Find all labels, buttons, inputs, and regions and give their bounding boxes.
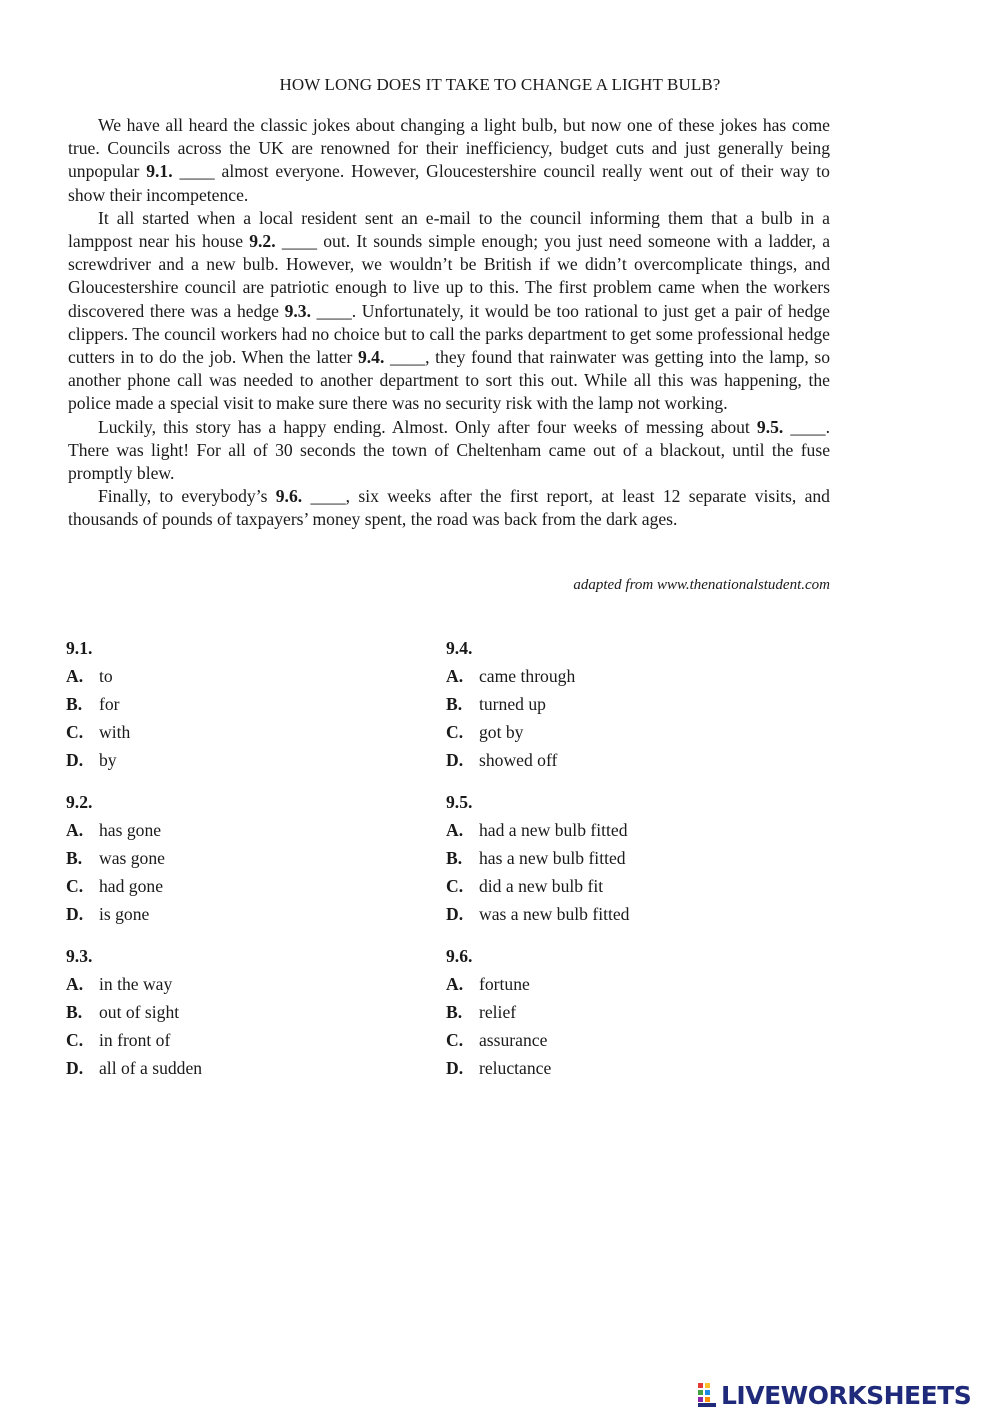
option-text: for — [99, 694, 120, 714]
option-letter: A. — [446, 820, 464, 840]
question-block — [66, 942, 426, 1082]
article-text-segment: Luckily, this story has a happy ending. Almost. Only after four weeks of messing about — [98, 416, 757, 437]
option-letter: B. — [66, 1002, 83, 1022]
article-paragraph — [68, 207, 830, 416]
article-paragraph — [68, 114, 830, 207]
option-letter: D. — [446, 1058, 464, 1078]
option-letter: C. — [66, 876, 84, 896]
answer-option[interactable] — [66, 844, 426, 872]
answer-option[interactable] — [66, 970, 426, 998]
option-text: has a new bulb fitted — [479, 848, 626, 868]
answer-option[interactable] — [446, 1026, 806, 1054]
question-block — [446, 788, 806, 928]
option-text: in front of — [99, 1030, 171, 1050]
option-letter: A. — [446, 666, 464, 686]
option-text: was gone — [99, 848, 165, 868]
option-letter: A. — [66, 974, 84, 994]
article-text-segment: Finally, to everybody’s — [98, 486, 276, 507]
option-text: showed off — [479, 750, 558, 770]
option-letter: D. — [446, 750, 464, 770]
answer-option[interactable] — [446, 746, 806, 774]
article-text-segment: ____, six weeks after the first report, at least 12 separate visits, and thousands of pounds of taxpayers’ money spent, the road was back from the dark ages. — [68, 486, 830, 530]
liveworksheets-logo-text: LIVEWORKSHEETS — [721, 1380, 972, 1410]
option-text: with — [99, 722, 131, 742]
gap-number: 9.2. — [249, 231, 276, 252]
answer-option[interactable] — [446, 844, 806, 872]
gap-number: 9.3. — [284, 300, 311, 321]
questions-right-column — [446, 634, 806, 1096]
option-letter: D. — [66, 1058, 84, 1078]
option-letter: B. — [446, 694, 463, 714]
option-text: turned up — [479, 694, 546, 714]
answer-option[interactable] — [66, 690, 426, 718]
answer-option[interactable] — [66, 872, 426, 900]
option-text: by — [99, 750, 117, 770]
option-letter: C. — [446, 722, 464, 742]
gap-number: 9.1. — [146, 161, 173, 182]
option-letter: C. — [66, 1030, 84, 1050]
option-text: has gone — [99, 820, 162, 840]
answer-option[interactable] — [66, 900, 426, 928]
option-text: all of a sudden — [99, 1058, 203, 1078]
answer-option[interactable] — [66, 1026, 426, 1054]
article-text-segment: We have all heard the classic jokes about changing a light bulb, but now one of these jokes has come true. Councils across the UK are renowned for their inefficiency, budget cuts and just generally being unpopular — [68, 115, 830, 182]
answer-option[interactable] — [66, 746, 426, 774]
liveworksheets-logo — [697, 1379, 971, 1411]
question-block — [446, 942, 806, 1082]
answer-option[interactable] — [66, 816, 426, 844]
article-text-segment: ____ almost everyone. However, Gloucestershire council really went out of their way to show their incompetence. — [68, 161, 830, 205]
article-text-segment: It all started when a local resident sent an e-mail to the council informing them that a bulb in a lamppost near his house — [68, 207, 830, 252]
option-text: in the way — [99, 974, 173, 994]
option-letter: D. — [66, 904, 84, 924]
question-block — [66, 634, 426, 774]
source-credit: adapted from www.thenationalstudent.com — [573, 577, 830, 593]
option-text: got by — [479, 722, 524, 742]
option-text: fortune — [479, 974, 530, 994]
answer-option[interactable] — [446, 662, 806, 690]
option-letter: B. — [446, 848, 463, 868]
option-letter: A. — [66, 666, 84, 686]
option-text: assurance — [479, 1030, 548, 1050]
option-text: reluctance — [479, 1058, 552, 1078]
option-letter: C. — [66, 722, 84, 742]
article-text-segment: ____ out. It sounds simple enough; you just need someone with a ladder, a screwdriver and a new bulb. However, we wouldn’t be British if we didn’t overcomplicate things, and Gloucestershire council are patriotic enough to live up to this. The first problem came when the workers discovered there was a hedge — [68, 231, 831, 321]
article-text-segment: ____. Unfortunately, it would be too rational to just get a pair of hedge clippers. The council workers had no choice but to call the parks department to get some professional hedge cutters in to do the job. When the latter — [68, 300, 830, 368]
answer-option[interactable] — [446, 1054, 806, 1082]
liveworksheets-logo-icon — [697, 1382, 719, 1408]
answer-option[interactable] — [66, 662, 426, 690]
article-paragraph — [68, 485, 830, 531]
answer-option[interactable] — [66, 718, 426, 746]
answer-option[interactable] — [66, 1054, 426, 1082]
option-text: had a new bulb fitted — [479, 820, 628, 840]
option-text: came through — [479, 666, 576, 686]
question-number: 9.6. — [446, 946, 473, 966]
option-letter: C. — [446, 1030, 464, 1050]
article-text — [68, 114, 830, 532]
question-number: 9.2. — [66, 792, 93, 812]
answer-option[interactable] — [446, 816, 806, 844]
worksheet-title: HOW LONG DOES IT TAKE TO CHANGE A LIGHT BULB? — [279, 75, 721, 94]
question-number: 9.1. — [66, 638, 93, 658]
option-text: out of sight — [99, 1002, 180, 1022]
answer-option[interactable] — [446, 998, 806, 1026]
option-letter: C. — [446, 876, 464, 896]
article-paragraph — [68, 416, 830, 486]
option-letter: B. — [66, 694, 83, 714]
option-letter: D. — [446, 904, 464, 924]
option-letter: A. — [446, 974, 464, 994]
question-number: 9.3. — [66, 946, 93, 966]
option-text: relief — [479, 1002, 517, 1022]
option-text: did a new bulb fit — [479, 876, 604, 896]
article-text-segment: ____. There was light! For all of 30 seconds the town of Cheltenham came out of a blackout, until the fuse promptly blew. — [68, 416, 830, 484]
answer-option[interactable] — [446, 970, 806, 998]
gap-number: 9.5. — [756, 416, 784, 437]
option-text: had gone — [99, 876, 164, 896]
option-text: is gone — [99, 904, 150, 924]
article-text-segment: ____, they found that rainwater was getting into the lamp, so another phone call was needed to another department to sort this out. While all this was happening, the police made a special visit to make sure there was no security risk with the lamp not working. — [68, 347, 830, 414]
answer-option[interactable] — [446, 900, 806, 928]
option-letter: D. — [66, 750, 84, 770]
option-letter: B. — [66, 848, 83, 868]
questions-left-column — [66, 634, 426, 1096]
option-letter: B. — [446, 1002, 463, 1022]
question-block — [66, 788, 426, 928]
gap-number: 9.4. — [357, 347, 385, 368]
option-text: to — [99, 666, 113, 686]
question-number: 9.4. — [446, 638, 473, 658]
answer-option[interactable] — [66, 998, 426, 1026]
question-number: 9.5. — [446, 792, 473, 812]
answer-option[interactable] — [446, 872, 806, 900]
answer-option[interactable] — [446, 718, 806, 746]
option-text: was a new bulb fitted — [479, 904, 630, 924]
gap-number: 9.6. — [275, 486, 303, 507]
answer-option[interactable] — [446, 690, 806, 718]
option-letter: A. — [66, 820, 84, 840]
question-block — [446, 634, 806, 774]
